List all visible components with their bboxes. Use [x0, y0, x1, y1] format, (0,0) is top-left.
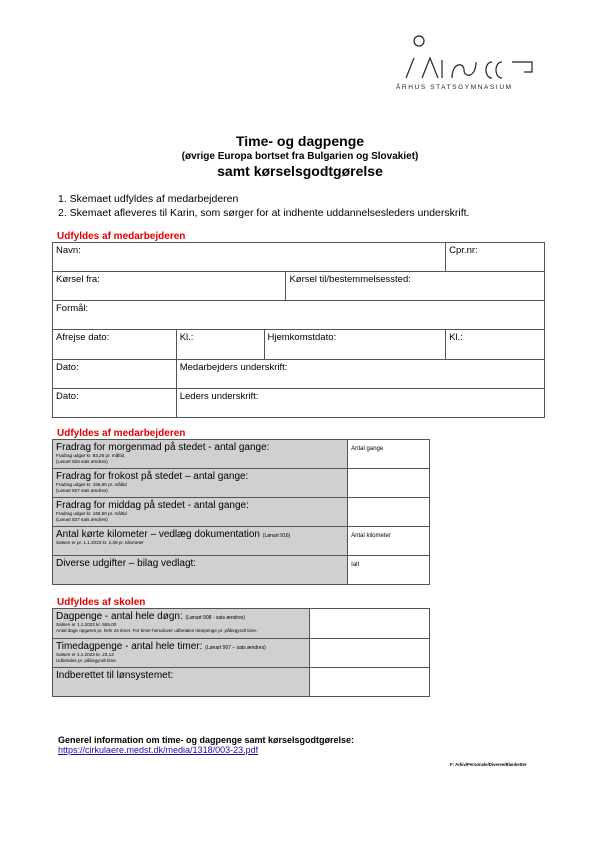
purpose-label: Formål: — [56, 303, 89, 314]
drive-from-label: Kørsel fra: — [56, 274, 100, 285]
departure-date-field[interactable] — [53, 330, 177, 360]
page-title-2: samt kørselsgodtgørelse — [217, 163, 383, 179]
deductions-table — [52, 439, 430, 585]
page-subtitle: (øvrige Europa bortset fra Bulgarien og Slovakiet) — [181, 151, 419, 162]
row-title: Fradrag for frokost på stedet – antal gange: — [56, 471, 249, 482]
row-title: Timedagpenge - antal hele timer: — [56, 641, 203, 652]
footer-heading: Generel information om time- og dagpenge samt kørselsgodtgørelse: — [58, 735, 355, 745]
row-note: (Lønart 827 sats ændres) — [56, 487, 108, 493]
section3-heading: Udfyldes af skolen — [57, 597, 146, 608]
purpose-field[interactable] — [53, 301, 545, 330]
name-label: Navn: — [56, 245, 81, 256]
deduction-row-lunch — [53, 469, 348, 498]
hourly-allowance-field[interactable] — [310, 639, 430, 668]
kilometers-field[interactable] — [348, 527, 430, 556]
expenses-row — [53, 556, 348, 585]
manager-sign-date-field[interactable] — [53, 389, 177, 418]
row-title-code: (Lønart 907 – sats ændres) — [205, 645, 266, 651]
cpr-field[interactable] — [446, 243, 545, 272]
row-title: Indberettet til lønsystemet: — [56, 670, 174, 681]
row-note: Antal dage opgøres pr. hele 24 timer. For timer herudover udbetales timepenge pr. påbegyndt time. — [56, 627, 258, 633]
file-path: F: Arkiv/Personale/Diverse/Blanketter — [450, 762, 527, 767]
section1-heading: Udfyldes af medarbejderen — [57, 231, 186, 242]
payroll-row — [53, 668, 310, 697]
row-title: Dagpenge - antal hele døgn: — [56, 611, 183, 622]
return-date-label: Hjemkomstdato: — [267, 332, 337, 343]
departure-date-label: Afrejse dato: — [56, 332, 110, 343]
return-time-label: Kl.: — [449, 332, 463, 343]
return-time-field[interactable] — [446, 330, 545, 360]
per-diem-field[interactable] — [310, 609, 430, 639]
row-note: Satsen er 1.1.2023 kr. 23,13 — [56, 652, 114, 657]
drive-from-field[interactable] — [53, 272, 286, 301]
school-table — [52, 608, 430, 697]
row-title-code: (Lønart 908 - sats ændres) — [185, 615, 246, 621]
row-title: Diverse udgifter – bilag vedlagt: — [56, 558, 197, 569]
date-label-2: Dato: — [56, 391, 79, 402]
row-title: Fradrag for middag på stedet - antal gange: — [56, 500, 249, 511]
circular-link[interactable]: https://cirkulaere.medst.dk/media/1318/003-23.pdf — [58, 745, 259, 755]
expenses-total-field[interactable] — [348, 556, 430, 585]
name-field[interactable] — [53, 243, 446, 272]
hourly-allowance-row — [53, 639, 310, 668]
deduction-row-breakfast — [53, 440, 348, 469]
breakfast-count-field[interactable] — [348, 440, 430, 469]
row-note: Udbetales pr. påbegyndt time — [56, 657, 116, 663]
kilometers-label: Antal kilometer — [351, 533, 391, 539]
row-title-code: (Lønart 916) — [262, 533, 291, 539]
return-date-field[interactable] — [264, 330, 446, 360]
instruction-2: 2. Skemaet afleveres til Karin, som sørger for at indhente uddannelsesleders underskrift. — [58, 207, 470, 219]
logo-subtitle: ÅRHUS STATSGYMNASIUM — [396, 84, 513, 91]
drive-to-label: Kørsel til/bestemmelsessted: — [289, 274, 411, 285]
employee-signature-label: Medarbejders underskrift: — [179, 362, 288, 373]
total-label: Ialt — [351, 562, 360, 568]
employee-signature-field[interactable] — [176, 360, 544, 389]
departure-time-field[interactable] — [176, 330, 264, 360]
manager-signature-field[interactable] — [176, 389, 544, 418]
date-label-1: Dato: — [56, 362, 79, 373]
kilometers-row — [53, 527, 348, 556]
page-title: Time- og dagpenge — [235, 133, 365, 149]
lunch-count-field[interactable] — [348, 469, 430, 498]
row-title: Antal kørte kilometer – vedlæg dokumentation — [56, 529, 260, 540]
row-note: Satsen er 1.1.2023 kr. 555,00 — [56, 622, 117, 627]
manager-signature-label: Leders underskrift: — [179, 391, 259, 402]
row-note: Satsen er pr. 1.1.2023 kr. 2,39 pr. kilometer — [56, 540, 144, 545]
departure-time-label: Kl.: — [179, 332, 194, 343]
cpr-label: Cpr.nr: — [449, 245, 478, 256]
per-diem-row — [53, 609, 310, 639]
instruction-1: 1. Skemaet udfyldes af medarbejderen — [58, 193, 239, 205]
row-note: (Lønart 826 sats ændres) — [56, 458, 108, 464]
row-note: Fradrag udgør kr. 166,50 pr. måltid — [56, 511, 127, 516]
count-label: Antal gange — [351, 446, 384, 452]
row-note: (Lønart 827 sats ændres) — [56, 516, 108, 522]
employee-info-table — [52, 242, 545, 418]
drive-to-field[interactable] — [286, 272, 545, 301]
row-title: Fradrag for morgenmad på stedet - antal gange: — [56, 442, 270, 453]
section2-heading: Udfyldes af medarbejderen — [57, 428, 186, 439]
payroll-field[interactable] — [310, 668, 430, 697]
deduction-row-dinner — [53, 498, 348, 527]
employee-sign-date-field[interactable] — [53, 360, 177, 389]
row-note: Fradrag udgør kr. 83,25 pr. måltid — [56, 453, 125, 458]
dinner-count-field[interactable] — [348, 498, 430, 527]
row-note: Fradrag udgør kr. 166,50 pr. måltid — [56, 482, 127, 487]
